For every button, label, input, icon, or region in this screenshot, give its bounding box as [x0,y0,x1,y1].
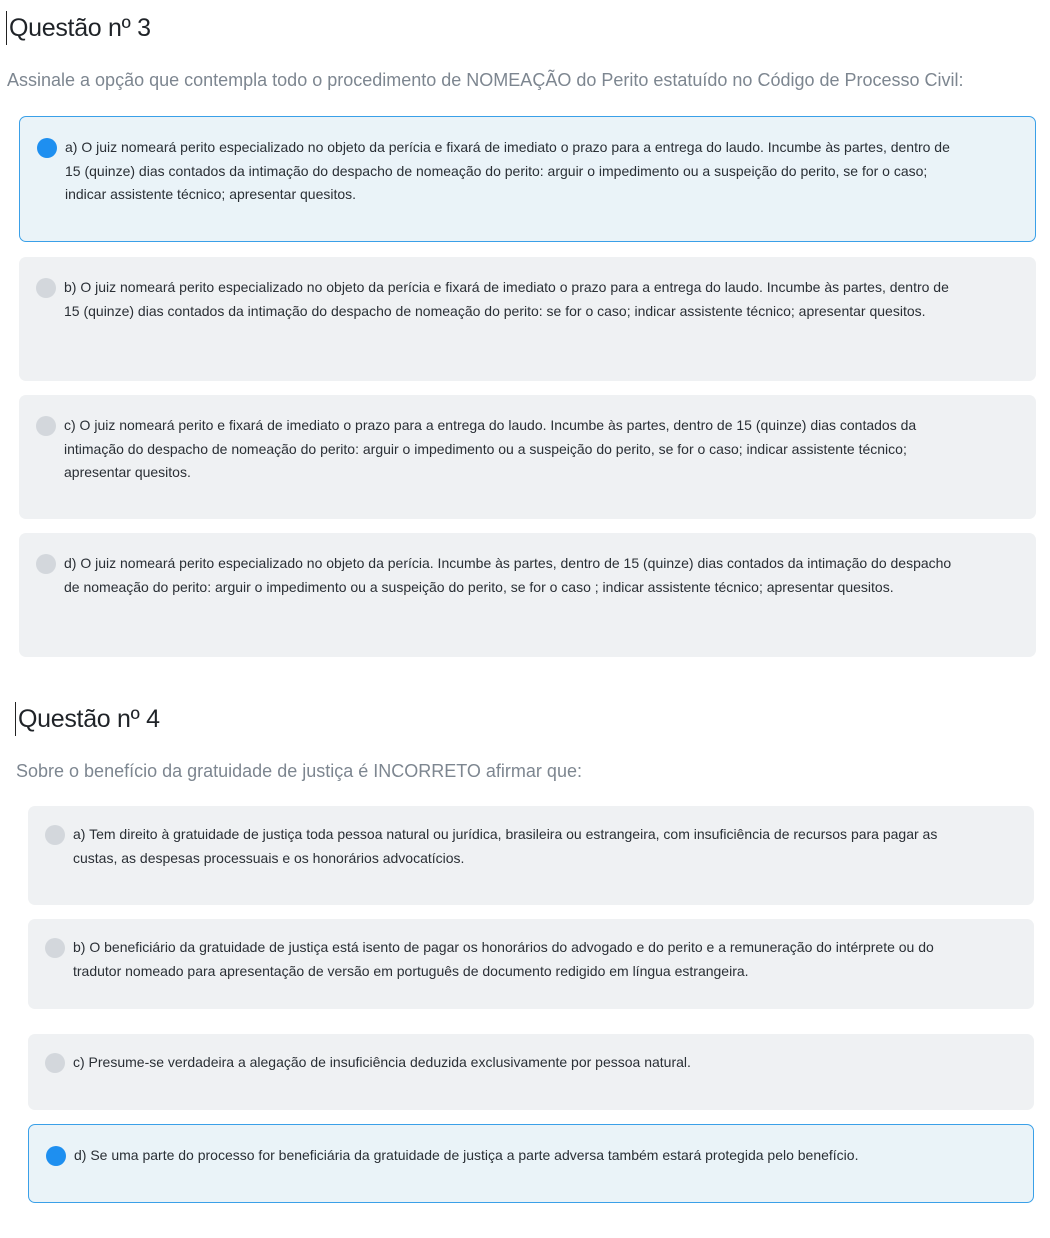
radio-icon[interactable] [36,278,56,298]
question-prompt: Assinale a opção que contempla todo o procedimento de NOMEAÇÃO do Perito estatuído no Código de Processo Civil: [7,70,964,90]
option-d[interactable] [19,533,1036,657]
radio-icon[interactable] [45,938,65,958]
option-text: a) O juiz nomeará perito especializado no objeto da perícia e fixará de imediato o prazo para a entrega do laudo. Incumbe às partes, dentro de 15 (quinze) dias contados da intimação do despacho de nomeação do perito: arguir o impedimento ou a suspeição do perito, se for o caso; indicar assistente técnico; apresentar quesitos. [65,139,950,202]
question-prompt: Sobre o benefício da gratuidade de justiça é INCORRETO afirmar que: [16,761,582,781]
option-text: c) O juiz nomeará perito e fixará de imediato o prazo para a entrega do laudo. Incumbe às partes, dentro de 15 (quinze) dias contados da intimação do despacho de nomeação do perito: arguir o impedimento ou a suspeição do perito, se for o caso; indicar assistente técnico; apresentar quesitos. [64,417,917,480]
radio-icon[interactable] [45,825,65,845]
radio-selected-icon[interactable] [37,138,57,158]
option-c[interactable] [19,395,1036,519]
option-b[interactable] [28,919,1034,1009]
question-title: Questão nº 3 [6,11,151,45]
option-c[interactable] [28,1034,1034,1110]
option-a[interactable] [28,806,1034,905]
option-text: d) O juiz nomeará perito especializado no objeto da perícia. Incumbe às partes, dentro de 15 (quinze) dias contados da intimação do despacho de nomeação do perito: arguir o impedimento ou a suspeição do perito, se for o caso ; indicar assistente técnico; apresentar quesitos. [64,555,952,595]
option-a[interactable] [19,116,1036,242]
option-text: b) O juiz nomeará perito especializado no objeto da perícia e fixará de imediato o prazo para a entrega do laudo. Incumbe às partes, dentro de 15 (quinze) dias contados da intimação do despacho de nomeação do perito: se for o caso; indicar assistente técnico; apresentar quesitos. [64,279,949,319]
radio-icon[interactable] [36,554,56,574]
option-b[interactable] [19,257,1036,381]
radio-icon[interactable] [45,1053,65,1073]
option-text: b) O beneficiário da gratuidade de justiça está isento de pagar os honorários do advogado e do perito e a remuneração do intérprete ou do tradutor nomeado para apresentação de versão em português de documento redigido em língua estrangeira. [73,939,934,979]
question-title: Questão nº 4 [15,702,160,736]
option-text: c) Presume-se verdadeira a alegação de insuficiência deduzida exclusivamente por pessoa natural. [73,1054,691,1070]
option-d[interactable] [28,1124,1034,1203]
radio-selected-icon[interactable] [46,1146,66,1166]
option-text: d) Se uma parte do processo for beneficiária da gratuidade de justiça a parte adversa também estará protegida pelo benefício. [74,1147,859,1163]
option-text: a) Tem direito à gratuidade de justiça toda pessoa natural ou jurídica, brasileira ou estrangeira, com insuficiência de recursos para pagar as custas, as despesas processuais e os honorários advocatícios. [73,826,938,866]
radio-icon[interactable] [36,416,56,436]
